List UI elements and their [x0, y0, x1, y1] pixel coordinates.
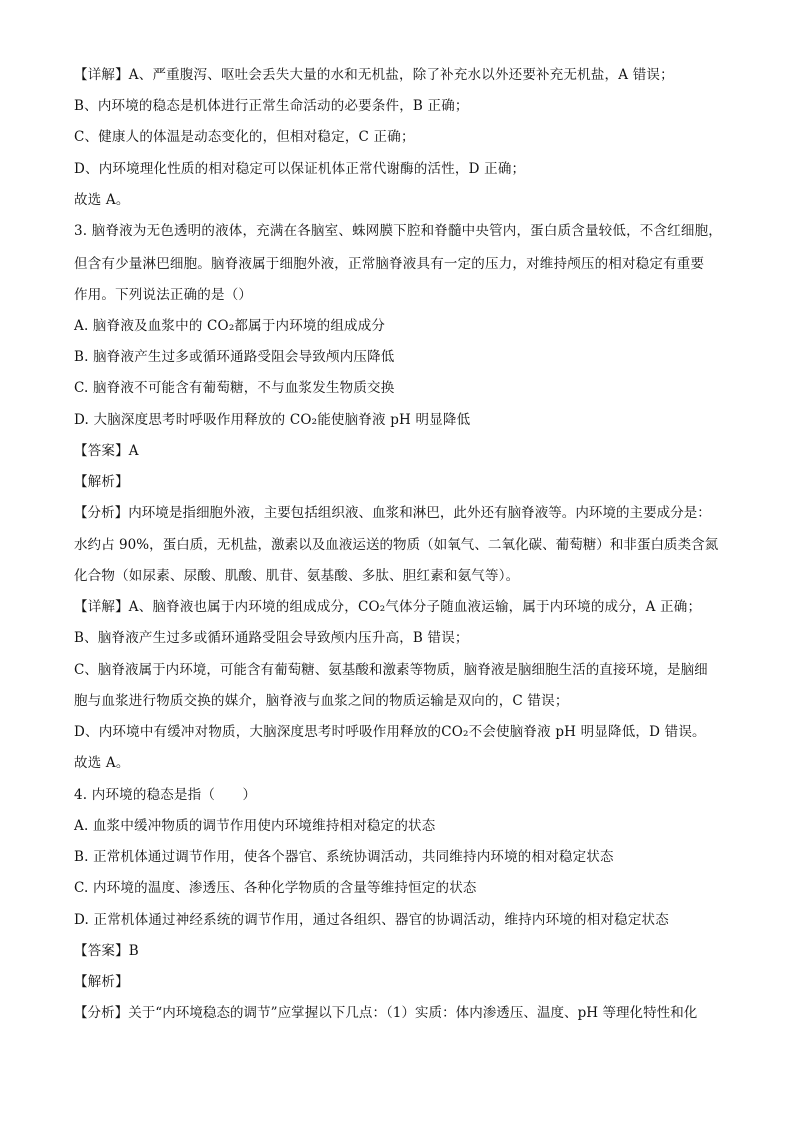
question-3-detail-d: D、内环境中有缓冲对物质，大脑深度思考时呼吸作用释放的CO₂不会使脑脊液 pH 明显降低，D 错误。: [74, 724, 706, 740]
question-3-detail-c-line-2: 胞与血浆进行物质交换的媒介，脑脊液与血浆之间的物质运输是双向的，C 错误；: [74, 693, 569, 709]
question-3-detail-b: B、脑脊液产生过多或循环通路受阻会导致颅内压升高，B 错误；: [74, 630, 469, 646]
question-4-answer: 【答案】B: [74, 943, 139, 959]
question-3-answer: 【答案】A: [74, 443, 139, 459]
explanation-detail-a: 【详解】A、严重腹泻、呕吐会丢失大量的水和无机盐，除了补充水以外还要补充无机盐，A 错误；: [74, 67, 674, 83]
question-3-option-a: A. 脑脊液及血浆中的 CO₂都属于内环境的组成成分: [74, 318, 386, 334]
question-4-option-c: C. 内环境的温度、渗透压、各种化学物质的含量等维持恒定的状态: [74, 880, 477, 896]
question-3-analysis-heading: 【解析】: [74, 474, 129, 490]
question-3-stem-line-2: 但含有少量淋巴细胞。脑脊液属于细胞外液，正常脑脊液具有一定的压力，对维持颅压的相对稳定有重要: [74, 256, 705, 272]
question-4-option-a: A. 血浆中缓冲物质的调节作用使内环境维持相对稳定的状态: [74, 818, 436, 834]
explanation-detail-c: C、健康人的体温是动态变化的，但相对稳定，C 正确；: [74, 129, 415, 145]
question-3-analysis-line-3: 化合物（如尿素、尿酸、肌酸、肌苷、氨基酸、多肽、胆红素和氨气等）。: [74, 568, 520, 584]
question-3-stem-line-1: 3. 脑脊液为无色透明的液体，充满在各脑室、蛛网膜下腔和脊髓中央管内，蛋白质含量较低，不含红细胞，: [74, 223, 722, 239]
question-3-stem-line-3: 作用。下列说法正确的是（）: [74, 287, 253, 303]
question-3-detail-c-line-1: C、脑脊液属于内环境，可能含有葡萄糖、氨基酸和激素等物质，脑脊液是脑细胞生活的直接环境，是脑细: [74, 662, 708, 678]
question-3-option-d: D. 大脑深度思考时呼吸作用释放的 CO₂能使脑脊液 pH 明显降低: [74, 412, 471, 428]
question-3-option-b: B. 脑脊液产生过多或循环通路受阻会导致颅内压降低: [74, 349, 395, 365]
question-3-analysis-line-2: 水约占 90%，蛋白质，无机盐，激素以及血液运送的物质（如氧气、二氧化碳、葡萄糖）和非蛋白质类含氮: [74, 537, 719, 553]
explanation-detail-d: D、内环境理化性质的相对稳定可以保证机体正常代谢酶的活性，D 正确；: [74, 161, 526, 177]
question-3-option-c: C. 脑脊液不可能含有葡萄糖，不与血浆发生物质交换: [74, 380, 395, 396]
question-3-conclusion: 故选 A。: [74, 755, 130, 771]
question-4-analysis-heading: 【解析】: [74, 974, 129, 990]
question-4-option-d: D. 正常机体通过神经系统的调节作用，通过各组织、器官的协调活动，维持内环境的相对稳定状态: [74, 912, 669, 928]
question-4-analysis-line-1: 【分析】关于“内环境稳态的调节”应掌握以下几点：（1）实质：体内渗透压、温度、pH 等理化特性和化: [74, 1005, 698, 1021]
question-4-stem: 4. 内环境的稳态是指（ ）: [74, 787, 257, 803]
question-4-option-b: B. 正常机体通过调节作用，使各个器官、系统协调活动，共同维持内环境的相对稳定状态: [74, 849, 614, 865]
conclusion-text: 故选 A。: [74, 192, 130, 208]
question-3-analysis-line-1: 【分析】内环境是指细胞外液，主要包括组织液、血浆和淋巴，此外还有脑脊液等。内环境的主要成分是：: [74, 505, 711, 521]
explanation-detail-b: B、内环境的稳态是机体进行正常生命活动的必要条件，B 正确；: [74, 98, 469, 114]
question-3-detail-a: 【详解】A、脑脊液也属于内环境的组成成分，CO₂气体分子随血液运输，属于内环境的成分，A 正确；: [74, 599, 702, 615]
